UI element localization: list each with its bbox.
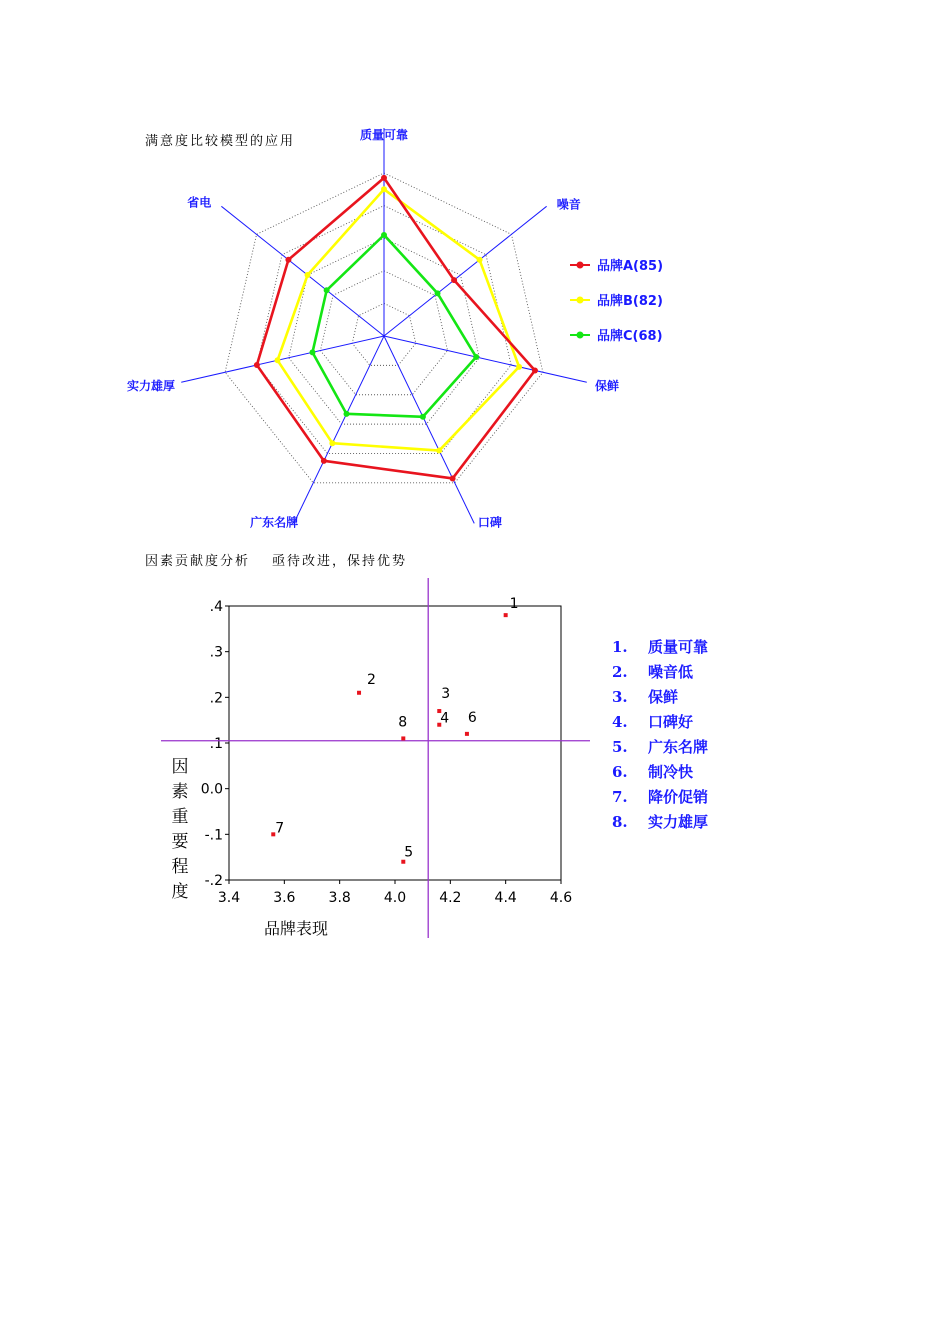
legend-label: 品牌C(68): [597, 329, 663, 344]
y-axis-label: [172, 757, 189, 902]
y-tick-label: 0.0: [200, 781, 223, 798]
y-tick-label: -.1: [204, 827, 223, 844]
radar-axis-label: 广东名牌: [250, 515, 299, 530]
scatter-point-label: 3: [441, 686, 451, 703]
x-tick-label: 3.8: [328, 890, 351, 906]
scatter-point-label: 8: [398, 714, 408, 731]
scatter-point-label: 5: [404, 844, 414, 861]
y-tick-label: .3: [209, 644, 223, 661]
scatter-point: [401, 736, 405, 740]
radar-axis-label: 口碑: [477, 515, 502, 530]
scatter-point: [465, 732, 469, 736]
scatter-point: [357, 691, 361, 695]
factor-legend-list: [612, 636, 708, 836]
factor-item: 2. 噪音低: [612, 663, 694, 681]
factor-item: 7. 降价促销: [612, 788, 709, 806]
x-tick-label: 3.4: [217, 890, 241, 906]
x-tick-label: 4.0: [383, 890, 407, 906]
x-tick-label: 4.4: [494, 890, 517, 906]
radar-chart-title: 满意度比较模型的应用: [145, 134, 296, 149]
y-axis-label-char: 重: [171, 807, 189, 827]
y-axis-label-char: 素: [171, 782, 189, 802]
scatter-point: [504, 613, 508, 617]
y-axis-label-char: 程: [171, 857, 189, 877]
scatter-title-part2: 亟待改进，保持优势: [272, 554, 408, 569]
x-tick-label: 3.6: [273, 890, 296, 906]
x-tick-label: 4.2: [439, 890, 462, 906]
radar-axis-label: 保鲜: [595, 379, 620, 394]
legend-label: 品牌B(82): [597, 294, 663, 309]
radar-axis-label: 省电: [187, 195, 212, 210]
factor-item: 5. 广东名牌: [612, 738, 709, 756]
factor-item: 4. 口碑好: [612, 713, 694, 731]
factor-item: 8. 实力雄厚: [612, 813, 709, 831]
factor-item: 3. 保鲜: [612, 688, 679, 706]
scatter-point-label: 1: [509, 596, 519, 613]
scatter-point-label: 2: [367, 671, 376, 688]
radar-axis-label: 实力雄厚: [126, 379, 175, 394]
y-axis-label-char: 要: [171, 832, 189, 852]
plot-frame: [229, 606, 561, 880]
y-tick-label: -.2: [204, 873, 223, 889]
y-tick-label: .2: [209, 690, 223, 707]
y-tick-label: .4: [209, 599, 223, 615]
scatter-title-part1: 因素贡献度分析: [145, 554, 251, 569]
radar-axis-label: 质量可靠: [359, 128, 409, 142]
factor-item: 6. 制冷快: [612, 763, 694, 781]
scatter-point-label: 6: [467, 709, 477, 726]
x-axis-label: 品牌表现: [263, 919, 329, 938]
legend-label: 品牌A(85): [597, 259, 664, 274]
scatter-point-label: 7: [275, 820, 285, 837]
radar-axis-label: 噪音: [556, 197, 581, 212]
x-tick-label: 4.6: [549, 890, 573, 906]
factor-item: 1. 质量可靠: [612, 638, 709, 656]
y-axis-label-char: 因: [171, 757, 189, 777]
scatter-point-label: 4: [440, 710, 450, 727]
y-axis-label-char: 度: [171, 882, 189, 902]
y-tick-label: .1: [209, 736, 223, 752]
